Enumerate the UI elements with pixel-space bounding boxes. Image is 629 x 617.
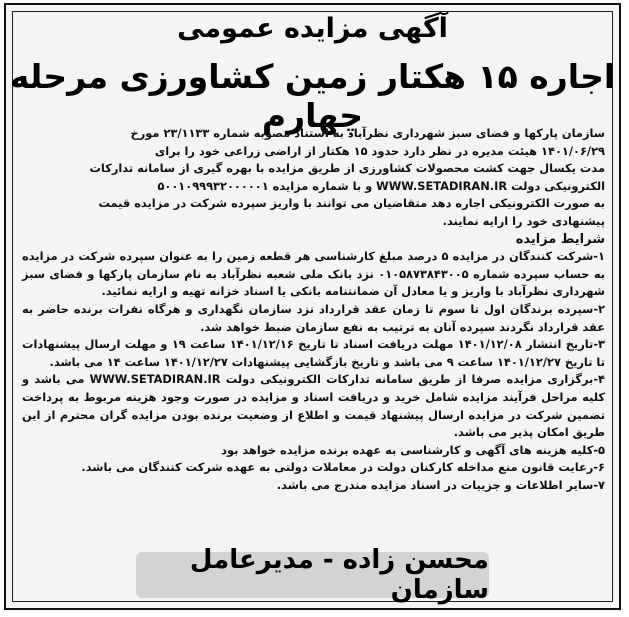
notice-body	[22, 125, 605, 494]
condition-item: ۳-تاریخ انتشار ۱۴۰۱/۱۲/۰۸ مهلت دریافت اسناد تا تاریخ ۱۴۰۱/۱۲/۱۶ ساعت ۱۹ و مهلت ارسال پیشنهادات تا تاریخ ۱۴۰۱/۱۲/۲۷ ساعت ۹ می باشد و تاریخ بازگشایی پیشنهادات ۱۴۰۱/۱۲/۲۷ ساعت ۱۴ می باشد.	[22, 337, 605, 369]
condition-item: ۵-کلیه هزینه های آگهی و کارشناسی به عهده برنده مزایده خواهد بود	[221, 442, 605, 457]
condition-item: ۶-رعایت قانون منع مداخله کارکنان دولت در معاملات دولتی به عهده شرکت کنندگان می باشد.	[81, 460, 605, 475]
intro-line: الکترونیکی دولت WWW.SETADIRAN.IR و با شماره مزایده ۵۰۰۱۰۹۹۹۳۲۰۰۰۰۰۱	[157, 178, 605, 193]
intro-line: پیشنهادی خود را ارایه نمایند.	[442, 213, 605, 228]
condition-item: ۲-سپرده برندگان اول تا سوم تا زمان عقد قرارداد نزد سازمان نگهداری و هرگاه نفرات برنده حاضر به عقد قرارداد نگردند سپرده آنان به ترتیب به نفع سازمان ضبط خواهد شد.	[22, 301, 605, 334]
signature-box	[136, 545, 489, 605]
intro-line: سازمان پارکها و فضای سبز شهرداری نظرآباد به استناد مصوبه شماره ۲۳/۱۱۳۳ مورخ	[130, 126, 605, 140]
notice-subtitle: اجاره ۱۵ هکتار زمین کشاورزی مرحله چهارم	[9, 57, 616, 135]
notice-frame	[4, 3, 621, 610]
condition-item: ۴-برگزاری مزایده صرفا از طریق سامانه تدارکات الکترونیکی دولت WWW.SETADIRAN.IR می باشد و کلیه مراحل فرآیند مزایده شامل خرید و دریافت اسناد و مزایده در صورت وجود هزینه مربوط به پرداخت تضمین شرکت در مزایده ارسال پیشنهاد قیمت و اطلاع از وضعیت برنده بودن مزایده گران محترم از این طریق امکان پذیر می باشد.	[22, 372, 605, 440]
notice-title: آگهی مزایده عمومی	[177, 13, 448, 44]
condition-item: ۱-شرکت کنندگان در مزایده ۵ درصد مبلغ کارشناسی هر قطعه زمین را به عنوان سپرده شرکت در مزایده به حساب سپرده شماره ۰۱۰۵۸۷۳۸۴۳۰۰۵ نزد بانک ملی شعبه نظرآباد به نام سازمان پارکها و فضای سبز شهرداری نظرآباد با واریز و یا معادل آن ضمانتنامه بانکی یا اسناد خزانه تهیه و ارایه نمائید.	[22, 249, 605, 299]
intro-line: مدت یکسال جهت کشت محصولات کشاورزی از طریق مزایده با بهره گیری از سامانه تدارکات	[89, 161, 605, 176]
signature-text: محسن زاده - مدیرعامل سازمان	[189, 545, 489, 605]
intro-line: به صورت الکترونیکی اجاره دهد متقاضیان می توانند با واریز سپرده شرکت در مزایده قیمت	[98, 196, 605, 211]
conditions-heading: شرایط مزایده	[515, 231, 605, 247]
intro-line: ۱۴۰۱/۰۶/۲۹ هیئت مدیره در نظر دارد حدود ۱۵ هکتار از اراضی زراعی خود را برای	[154, 143, 605, 158]
condition-item: ۷-سایر اطلاعات و جزییات در اسناد مزایده مندرج می باشد.	[276, 477, 605, 492]
